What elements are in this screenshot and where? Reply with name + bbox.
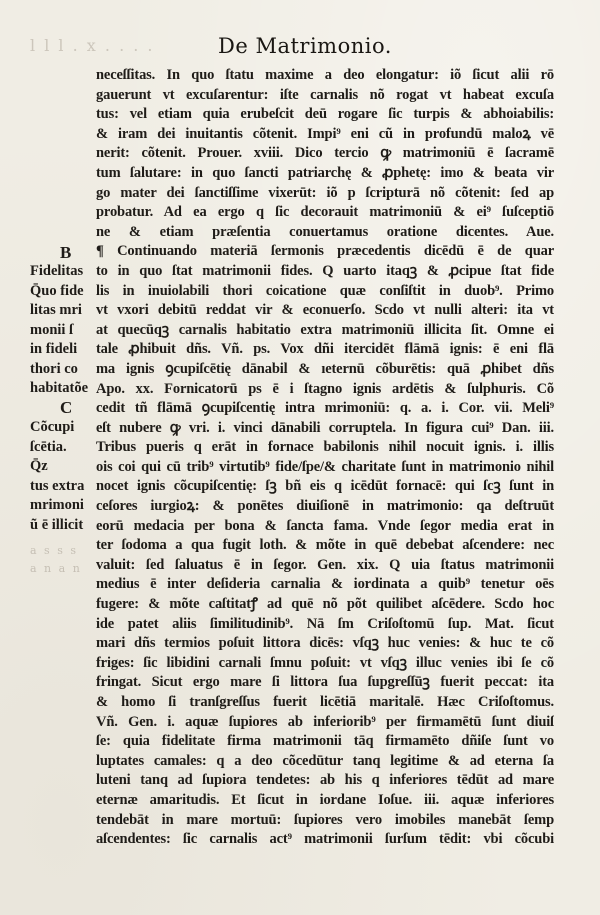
text-line: fugere: & mõte caſtitatꝭ ad quē nõ põt quilibet aſcēdere. Scdo hoc xyxy=(96,596,554,613)
text-line: ¶ Continuando materiā ſermonis præcedentis dicēdū ē de quar xyxy=(96,243,554,260)
running-head: De Matrimonio. xyxy=(218,34,392,58)
text-line: eternæ amaritudis. Et ſicut in iordane Ioſue. iii. aquæ inferiores xyxy=(96,791,554,808)
text-line: eorū medacia per bona & ſancta fama. Vnde ſegor media erat in xyxy=(96,517,554,534)
text-line: tale ꝓhibuit dñs. Vñ. ps. Vox dñi itercidēt flāmā ignis: ē eni flā xyxy=(96,341,554,358)
text-line: neceſſitas. In quo ſtatu maxime a deo elongatur: iõ ſicut alii rō xyxy=(96,67,554,83)
margin-note: ũ ē illicit xyxy=(30,517,84,533)
text-line: to in quo ſtat matrimonii fides. Q uarto itaqꝫ & ꝓcipue ſtat fide xyxy=(96,262,554,279)
bleed-through-lower-2: a n a n xyxy=(30,562,82,575)
text-line: probatur. Ad ea ergo q ſic decorauit matrimoniū & ei⁹ ſuſceptiō xyxy=(96,204,554,221)
margin-note: tus extra xyxy=(30,478,85,494)
text-line: cedit tñ flāmā ꝯcupiſcentię intra mrimoniū: q. a. i. Cor. vii. Meli⁹ xyxy=(96,400,554,417)
text-line: vt vxori debitū reddat vir & econuerſo. Scdo vt nulli alteri: ita vt xyxy=(96,302,554,319)
text-line: & iram dei inuitantis cõtenit. Impi⁹ eni cũ in profundū maloꝝ vē xyxy=(96,125,554,142)
text-line: nocet ignis cõcupiſcentię: ſꝫ bñ eis q icēdūt fornacē: qui ſcꝫ ſunt in xyxy=(96,478,554,495)
text-line: nerit: cõtenit. Prouer. xviii. Dico tercio ꝙ matrimoniū ē ſacramē xyxy=(96,145,554,162)
margin-note: Q̄z xyxy=(30,458,48,474)
text-line: Tribus pueris q erāt in fornace babilonis nihil nocuit ignis. i. illis xyxy=(96,439,554,456)
text-line: Vñ. Gen. i. aquæ ſupiores ab inferiorib⁹ per firmamētū ſunt diuiſ xyxy=(96,713,554,730)
text-line: ſe: quia fidelitate firma matrimonii tāq firmamēto dñiſe ſunt vo xyxy=(96,733,554,750)
margin-note: in fideli xyxy=(30,341,78,357)
margin-note: thori co xyxy=(30,361,78,377)
margin-note: Fidelitas xyxy=(30,263,84,279)
text-line: luptates camales: q a deo cõcedūtur tanq legitime & ad eterna ſa xyxy=(96,752,554,769)
margin-note: ſcētia. xyxy=(30,439,67,455)
margin-note: habitatõe xyxy=(30,380,88,396)
margin-note-c: C xyxy=(60,398,73,417)
text-line: luteni tanq ad ſupiora tendetes: ab his q inferiores tēdūt ad mare xyxy=(96,772,554,789)
bleed-through-top: l l l . x . . . . xyxy=(30,36,155,55)
text-line: go mater dei ſanctiſſime vixerūt: iõ p ſcripturā nõ cõtenit: ſed ap xyxy=(96,184,554,201)
text-line: lis in inuiolabili thori coicatione quæ conſiſtit in duob⁹. Primo xyxy=(96,282,554,299)
text-line: medius ē inter deſideria carnalia & iordinata a quib⁹ tenetur oēs xyxy=(96,576,554,593)
text-line: ide patet aliis ſimilitudinib⁹. Nā ſm Criſoſtomū ſup. Mat. ſicut xyxy=(96,615,554,632)
text-line: mari dñs termios poſuit littora dicēs: vſqꝫ huc venies: & huc te cõ xyxy=(96,635,554,652)
text-line: ter ſodoma a qua fugit loth. & mõte in quē debebat aſcendere: nec xyxy=(96,537,554,554)
text-line: valuit: ſed ſaluatus ē in ſegor. Gen. xix. Q uia ſtatus matrimonii xyxy=(96,556,554,573)
text-line: Apo. xx. Fornicatorū ps ē i ſtagno ignis ardētis & ſulphuris. Cõ xyxy=(96,380,554,397)
text-line: fringat. Sicut ergo mare ſi littora ſua ſupgreſſūꝫ fuerit peccat: ita xyxy=(96,674,554,691)
margin-note: mrimoni xyxy=(30,497,84,513)
text-line: friges: ſic libidini carnali ſmnu poſuit: vt vſqꝫ illuc venies ibi ſe cõ xyxy=(96,654,554,671)
margin-note: Cõcupi xyxy=(30,419,75,435)
text-line: gauerunt vt excuſarentur: iſte carnalis nõ rogat vt habeat excuſa xyxy=(96,86,554,103)
margin-note-b: B xyxy=(60,243,72,262)
bleed-through-lower-1: a s s s xyxy=(30,544,78,557)
margin-notes xyxy=(0,0,100,915)
text-line: ceſores iurgioꝝ: & ponētes diuiſionē in matrimonio: qa deſtruūt xyxy=(96,498,554,515)
text-line: ne & etiam præſentia conuertamus oratione dicentes. Aue. xyxy=(96,223,554,240)
text-line: ois coi qui cū trib⁹ virtutib⁹ fide/ſpe/& charitate ſunt in matrimonio nihil xyxy=(96,458,554,475)
text-line: tum ſalutare: in quo ſancti patriarchę & ꝓphetę: imo & beata vir xyxy=(96,164,554,181)
text-line: tus: vel etiam quia erubeſcit deū rogare ſic turpis & abhoiabilis: xyxy=(96,106,554,123)
text-line: ma ignis ꝯcupiſcētię dānabil & ıeternū cõburētis: quā ꝓhibet dñs xyxy=(96,360,554,377)
body-text xyxy=(96,66,554,850)
margin-note: litas mri xyxy=(30,302,82,318)
text-line: aſcendentes: ſic carnalis act⁹ matrimonii ſurſum tēdit: vbi cõcubi xyxy=(96,831,554,848)
margin-note: Q̄uo fide xyxy=(30,283,84,299)
text-line: eſt nubere ꝙ vri. i. vinci dānabili corruptela. In figura cui⁹ Dan. iii. xyxy=(96,419,554,436)
text-line: at quecūqꝫ carnalis habitatio extra matrimoniū illicita ſit. Omne ei xyxy=(96,321,554,338)
text-line: tendebāt in mare mortuū: ſupiores vero imobiles manebāt ſemp xyxy=(96,811,554,828)
margin-note: monii ſ xyxy=(30,322,74,338)
text-line: & homo ſi tranſgreſſus fuerit licētiā maritalē. Hæc Criſoſtomus. xyxy=(96,694,554,710)
